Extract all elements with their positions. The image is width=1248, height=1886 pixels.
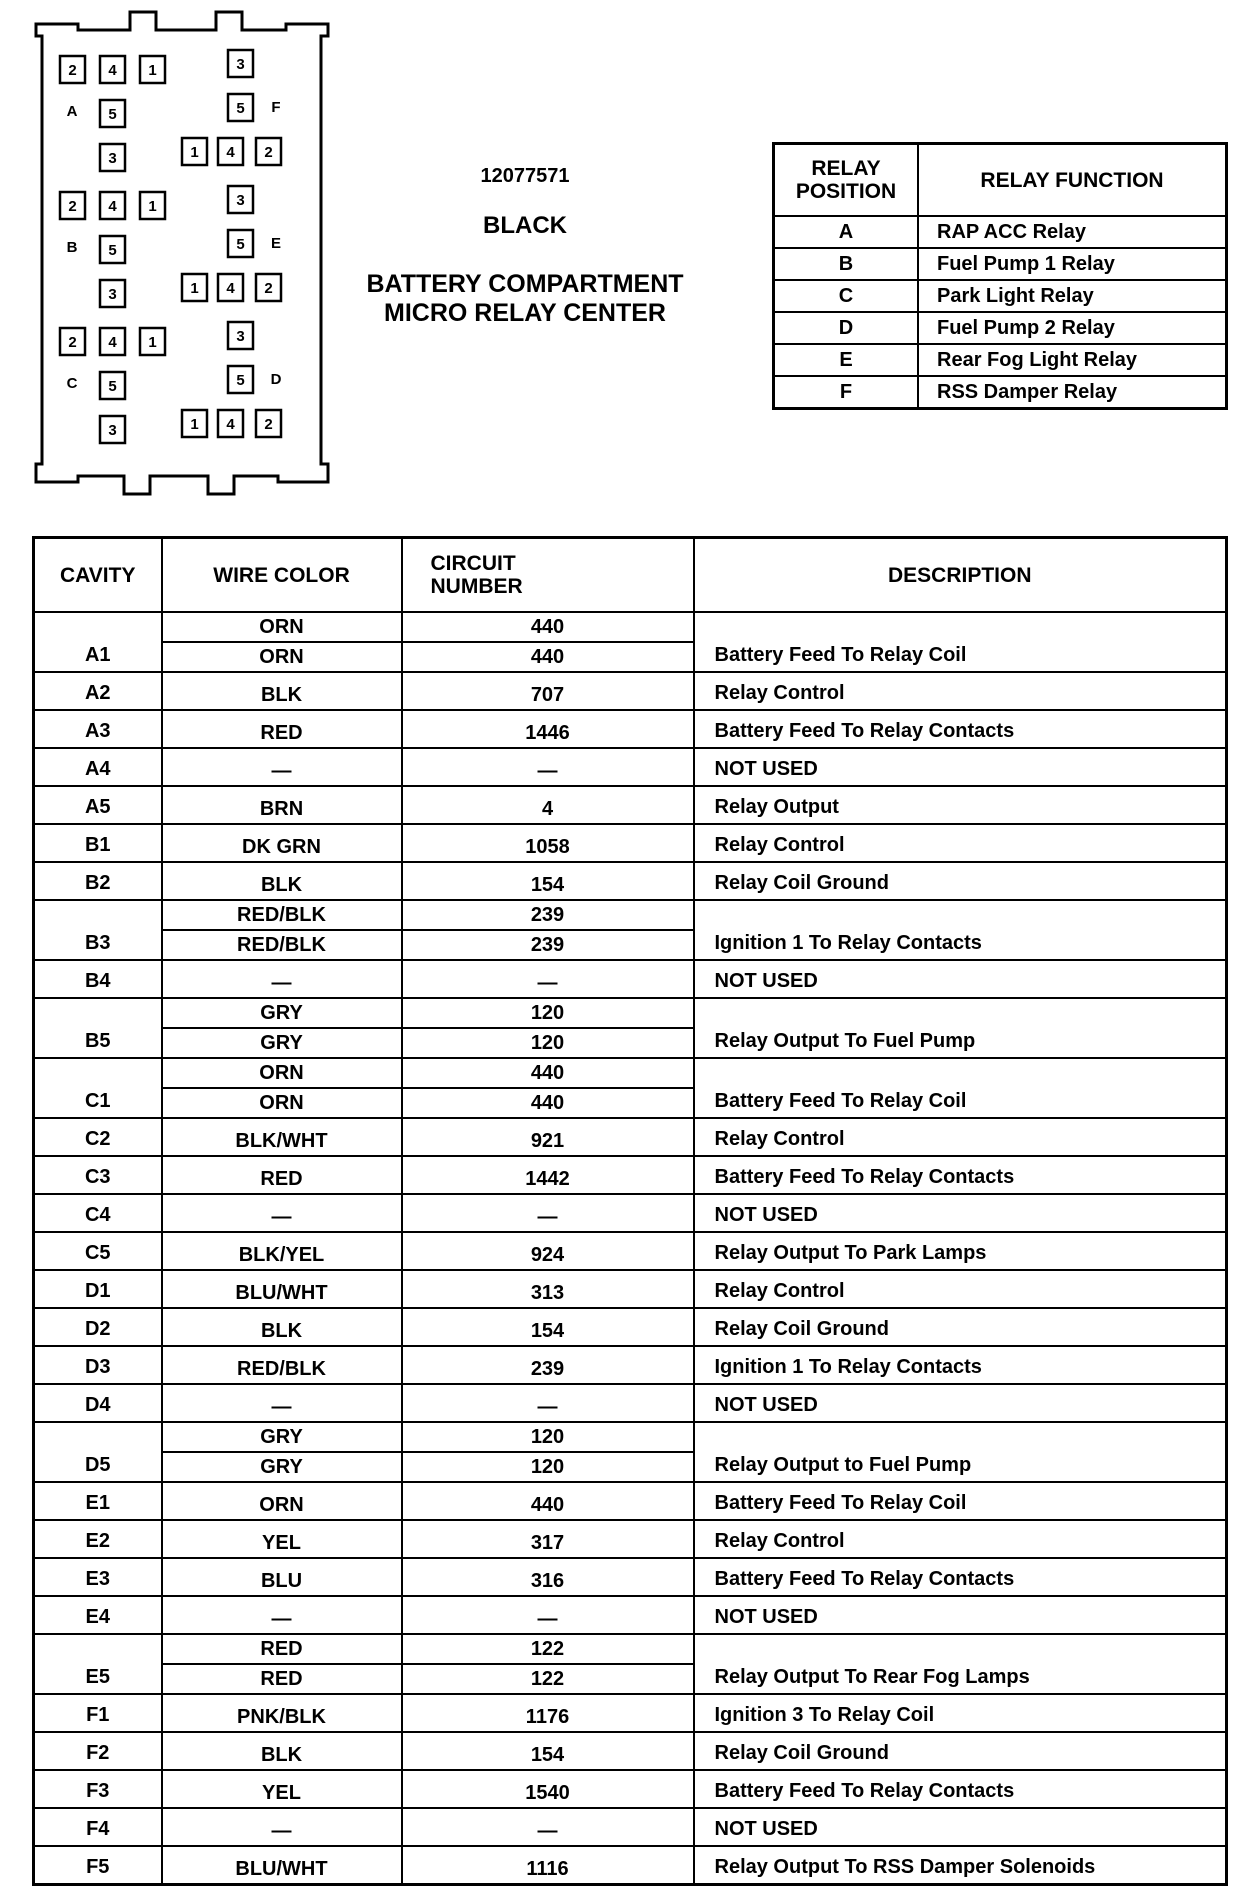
wire-color-cell xyxy=(162,1156,402,1194)
cavity-description: Relay Output To Rear Fog Lamps xyxy=(694,1634,1227,1694)
wire-color-cell xyxy=(162,1520,402,1558)
cavity-description: NOT USED xyxy=(694,748,1227,786)
circuit-number-cell xyxy=(402,1482,694,1520)
cavity-row xyxy=(34,672,1227,710)
cavity-description: Battery Feed To Relay Coil xyxy=(694,1058,1227,1118)
circuit-number: — xyxy=(537,760,558,782)
wire-color-cell xyxy=(162,1808,402,1846)
circuit-number: 154 xyxy=(530,1744,565,1766)
cavity-description: Relay Coil Ground xyxy=(694,862,1227,900)
relay-row xyxy=(774,312,1227,344)
wire-color: GRY xyxy=(163,1451,401,1481)
wire-color: ORN xyxy=(259,616,304,638)
circuit-number-cell xyxy=(402,786,694,824)
terminal-label: 5 xyxy=(236,372,245,389)
cavity-id: A3 xyxy=(34,710,162,748)
terminal-label: 1 xyxy=(148,198,157,215)
cavity-row xyxy=(34,1694,1227,1732)
circuit-number-cell xyxy=(402,824,694,862)
cavity-id: C4 xyxy=(34,1194,162,1232)
cavity-id: C5 xyxy=(34,1232,162,1270)
terminal-label: 4 xyxy=(108,334,117,351)
cavity-id: E1 xyxy=(34,1482,162,1520)
cavity-id: A4 xyxy=(34,748,162,786)
circuit-number: 921 xyxy=(530,1130,565,1152)
circuit-number-cell xyxy=(402,1384,694,1422)
cavity-id: A5 xyxy=(34,786,162,824)
relay-row xyxy=(774,280,1227,312)
relay-position: A xyxy=(774,216,919,248)
cavity-row xyxy=(34,1156,1227,1194)
wire-color: PNK/BLK xyxy=(237,1706,326,1728)
cavity-id: A2 xyxy=(34,672,162,710)
relay-function-header: RELAY FUNCTION xyxy=(918,144,1227,217)
circuit-number-cell xyxy=(402,672,694,710)
circuit-number: — xyxy=(537,972,558,994)
circuit-number: — xyxy=(537,1608,558,1630)
relay-position-table xyxy=(772,142,1228,410)
cavity-id: E3 xyxy=(34,1558,162,1596)
wire-color: DK GRN xyxy=(242,836,321,858)
cavity-row xyxy=(34,1482,1227,1520)
relay-function: RAP ACC Relay xyxy=(918,216,1227,248)
cavity-row xyxy=(34,960,1227,998)
circuit-number-cell xyxy=(402,1270,694,1308)
cavity-id: B4 xyxy=(34,960,162,998)
cavity-id: E5 xyxy=(34,1634,162,1694)
cavity-id: D1 xyxy=(34,1270,162,1308)
cavity-row xyxy=(34,1194,1227,1232)
relay-function: Fuel Pump 2 Relay xyxy=(918,312,1227,344)
cavity-row xyxy=(34,1596,1227,1634)
circuit-number-cell xyxy=(402,960,694,998)
cavity-description: Relay Control xyxy=(694,824,1227,862)
circuit-number-cell xyxy=(402,710,694,748)
circuit-number: 317 xyxy=(530,1532,565,1554)
circuit-number: 154 xyxy=(530,1320,565,1342)
circuit-number-cell xyxy=(402,1770,694,1808)
cavity-description: Ignition 1 To Relay Contacts xyxy=(694,900,1227,960)
circuit-number: 440 xyxy=(403,1087,693,1117)
wire-color-cell xyxy=(162,1194,402,1232)
wire-color: — xyxy=(271,760,292,782)
cavity-description: NOT USED xyxy=(694,1384,1227,1422)
circuit-number-cell xyxy=(402,1194,694,1232)
wire-color: — xyxy=(271,1608,292,1630)
circuit-number-cell xyxy=(402,612,694,672)
cavity-id: B5 xyxy=(34,998,162,1058)
terminal-label: 4 xyxy=(226,416,235,433)
wire-color: BLK xyxy=(260,684,303,706)
terminal-label: 3 xyxy=(108,286,117,303)
wire-color: BRN xyxy=(259,798,304,820)
cavity-id: D3 xyxy=(34,1346,162,1384)
cavity-description: Battery Feed To Relay Coil xyxy=(694,612,1227,672)
cavity-row xyxy=(34,1118,1227,1156)
cavity-row xyxy=(34,1308,1227,1346)
terminal-label: 2 xyxy=(264,280,273,297)
circuit-number: 1116 xyxy=(526,1858,569,1880)
cavity-row xyxy=(34,1634,1227,1694)
circuit-number-cell xyxy=(402,1520,694,1558)
circuit-number-cell xyxy=(402,862,694,900)
wire-color: RED xyxy=(260,1638,303,1660)
cavity-row xyxy=(34,1346,1227,1384)
cavity-description: NOT USED xyxy=(694,960,1227,998)
wire-color: BLU xyxy=(260,1570,303,1592)
wire-color-header: WIRE COLOR xyxy=(162,538,402,613)
cavity-description: Ignition 3 To Relay Coil xyxy=(694,1694,1227,1732)
wire-color: GRY xyxy=(260,1002,303,1024)
terminal-label: 4 xyxy=(108,198,117,215)
circuit-number-cell xyxy=(402,998,694,1058)
cavity-description: Relay Output to Fuel Pump xyxy=(694,1422,1227,1482)
wire-color: BLU/WHT xyxy=(235,1858,328,1880)
connector-color: BLACK xyxy=(483,212,567,239)
cavity-id: F3 xyxy=(34,1770,162,1808)
cavity-row xyxy=(34,1520,1227,1558)
circuit-number: — xyxy=(537,1820,558,1842)
wire-color: BLK xyxy=(260,874,303,896)
cavity-id: C1 xyxy=(34,1058,162,1118)
circuit-number: 440 xyxy=(530,1062,565,1084)
cavity-id: F1 xyxy=(34,1694,162,1732)
wire-color: BLK/WHT xyxy=(235,1130,328,1152)
terminal-label: 2 xyxy=(68,62,77,79)
relay-function: RSS Damper Relay xyxy=(918,376,1227,409)
cavity-description: Relay Coil Ground xyxy=(694,1732,1227,1770)
terminal-label: 2 xyxy=(68,198,77,215)
cavity-row xyxy=(34,862,1227,900)
cavity-row xyxy=(34,1058,1227,1118)
circuit-number-cell xyxy=(402,1156,694,1194)
wire-color-cell xyxy=(162,960,402,998)
wire-color-cell xyxy=(162,786,402,824)
terminal-label: 1 xyxy=(190,416,199,433)
terminal-label: 3 xyxy=(236,328,245,345)
terminal-label: 3 xyxy=(108,422,117,439)
cavity-description: Relay Output To RSS Damper Solenoids xyxy=(694,1846,1227,1885)
relay-position: D xyxy=(774,312,919,344)
wire-color: — xyxy=(271,1206,292,1228)
relay-function: Fuel Pump 1 Relay xyxy=(918,248,1227,280)
cavity-row xyxy=(34,1770,1227,1808)
terminal-label: 5 xyxy=(108,378,117,395)
relay-row xyxy=(774,216,1227,248)
circuit-number-cell xyxy=(402,1732,694,1770)
cavity-id: B3 xyxy=(34,900,162,960)
cavity-description: NOT USED xyxy=(694,1808,1227,1846)
cavity-row xyxy=(34,1270,1227,1308)
terminal-label: 5 xyxy=(236,236,245,253)
circuit-number: 4 xyxy=(541,798,554,820)
wire-color: RED/BLK xyxy=(163,929,401,959)
cavity-id: E2 xyxy=(34,1520,162,1558)
circuit-number: 924 xyxy=(530,1244,565,1266)
wire-color-cell xyxy=(162,1596,402,1634)
circuit-number-cell xyxy=(402,1308,694,1346)
wire-color-cell xyxy=(162,1770,402,1808)
cavity-row xyxy=(34,998,1227,1058)
cavity-row xyxy=(34,748,1227,786)
cavity-description: Battery Feed To Relay Contacts xyxy=(694,710,1227,748)
relay-position-label: A xyxy=(66,103,78,120)
cavity-description: Battery Feed To Relay Contacts xyxy=(694,1558,1227,1596)
circuit-number-cell xyxy=(402,1058,694,1118)
wire-color-cell xyxy=(162,748,402,786)
wire-color-cell xyxy=(162,1058,402,1118)
cavity-description: Relay Output To Fuel Pump xyxy=(694,998,1227,1058)
circuit-number: 440 xyxy=(530,616,565,638)
circuit-number: 120 xyxy=(403,1027,693,1057)
circuit-number: 440 xyxy=(403,641,693,671)
wire-color: — xyxy=(271,1820,292,1842)
cavity-description: Relay Output xyxy=(694,786,1227,824)
cavity-row xyxy=(34,1808,1227,1846)
cavity-id: D4 xyxy=(34,1384,162,1422)
cavity-description: Relay Coil Ground xyxy=(694,1308,1227,1346)
cavity-row xyxy=(34,1422,1227,1482)
circuit-number: — xyxy=(537,1396,558,1418)
terminal-label: 5 xyxy=(108,106,117,123)
circuit-number: — xyxy=(537,1206,558,1228)
wire-color-cell xyxy=(162,824,402,862)
wire-color: YEL xyxy=(262,1782,301,1804)
cavity-row xyxy=(34,710,1227,748)
wire-color-cell xyxy=(162,1118,402,1156)
cavity-description: Relay Control xyxy=(694,1520,1227,1558)
cavity-id: F2 xyxy=(34,1732,162,1770)
wire-color: RED/BLK xyxy=(237,1358,326,1380)
cavity-id: D5 xyxy=(34,1422,162,1482)
terminal-label: 1 xyxy=(148,334,157,351)
wire-color-cell xyxy=(162,710,402,748)
terminal-label: 2 xyxy=(264,144,273,161)
terminal-label: 4 xyxy=(108,62,117,79)
cavity-id: F5 xyxy=(34,1846,162,1885)
cavity-row xyxy=(34,900,1227,960)
wire-color: GRY xyxy=(163,1027,401,1057)
wire-color-cell xyxy=(162,1346,402,1384)
relay-position: B xyxy=(774,248,919,280)
circuit-number: 120 xyxy=(403,1451,693,1481)
cavity-id: B1 xyxy=(34,824,162,862)
relay-function: Rear Fog Light Relay xyxy=(918,344,1227,376)
wire-color-cell xyxy=(162,1270,402,1308)
circuit-number: 1176 xyxy=(525,1706,570,1728)
wire-color: RED/BLK xyxy=(237,904,326,926)
relay-position-header: RELAY POSITION xyxy=(774,144,919,217)
wire-color: BLU/WHT xyxy=(235,1282,328,1304)
cavity-description: Relay Output To Park Lamps xyxy=(694,1232,1227,1270)
terminal-label: 5 xyxy=(108,242,117,259)
terminal-label: 1 xyxy=(148,62,157,79)
circuit-number: 120 xyxy=(530,1426,565,1448)
circuit-number-cell xyxy=(402,748,694,786)
circuit-number-cell xyxy=(402,1846,694,1885)
terminal-label: 3 xyxy=(108,150,117,167)
cavity-row xyxy=(34,1384,1227,1422)
cavity-table xyxy=(32,536,1228,1886)
cavity-row xyxy=(34,824,1227,862)
cavity-row xyxy=(34,786,1227,824)
cavity-id: C2 xyxy=(34,1118,162,1156)
wire-color-cell xyxy=(162,1232,402,1270)
wire-color: BLK xyxy=(260,1744,303,1766)
connector-face-diagram xyxy=(28,4,338,504)
cavity-description: NOT USED xyxy=(694,1194,1227,1232)
cavity-id: D2 xyxy=(34,1308,162,1346)
wire-color-cell xyxy=(162,672,402,710)
terminal-label: 1 xyxy=(190,280,199,297)
wire-color: ORN xyxy=(163,1087,401,1117)
cavity-description: Battery Feed To Relay Contacts xyxy=(694,1770,1227,1808)
circuit-number-cell xyxy=(402,1118,694,1156)
terminal-label: 3 xyxy=(236,192,245,209)
wire-color-cell xyxy=(162,612,402,672)
wire-color: ORN xyxy=(259,1494,304,1516)
wire-color-cell xyxy=(162,1308,402,1346)
relay-position-label: C xyxy=(66,375,78,392)
circuit-number: 707 xyxy=(530,684,565,706)
wire-color-cell xyxy=(162,1732,402,1770)
circuit-number: 120 xyxy=(530,1002,565,1024)
relay-row xyxy=(774,248,1227,280)
relay-position: E xyxy=(774,344,919,376)
wire-color: ORN xyxy=(259,1062,304,1084)
cavity-table-header xyxy=(34,538,1227,613)
cavity-id: C3 xyxy=(34,1156,162,1194)
cavity-description: Battery Feed To Relay Coil xyxy=(694,1482,1227,1520)
circuit-number-cell xyxy=(402,1808,694,1846)
circuit-number-cell xyxy=(402,1422,694,1482)
cavity-row xyxy=(34,1732,1227,1770)
circuit-number: 239 xyxy=(530,1358,565,1380)
cavity-id: B2 xyxy=(34,862,162,900)
terminal-label: 4 xyxy=(226,280,235,297)
description-header: DESCRIPTION xyxy=(694,538,1227,613)
cavity-row xyxy=(34,612,1227,672)
part-number: 12077571 xyxy=(480,165,570,187)
terminal-label: 2 xyxy=(264,416,273,433)
wire-color: — xyxy=(271,1396,292,1418)
cavity-description: Ignition 1 To Relay Contacts xyxy=(694,1346,1227,1384)
relay-table-header xyxy=(774,144,1227,217)
relay-row xyxy=(774,376,1227,409)
circuit-number-cell xyxy=(402,1346,694,1384)
terminal-label: 2 xyxy=(68,334,77,351)
cavity-description: Relay Control xyxy=(694,1270,1227,1308)
terminal-label: 3 xyxy=(236,56,245,73)
wire-color: RED xyxy=(260,722,303,744)
circuit-number: 1446 xyxy=(525,722,570,744)
cavity-description: NOT USED xyxy=(694,1596,1227,1634)
circuit-number: 239 xyxy=(530,904,565,926)
circuit-number: 1540 xyxy=(525,1782,570,1804)
circuit-number: 239 xyxy=(403,929,693,959)
relay-position: F xyxy=(774,376,919,409)
relay-function: Park Light Relay xyxy=(918,280,1227,312)
cavity-row xyxy=(34,1558,1227,1596)
connector-name: BATTERY COMPARTMENT MICRO RELAY CENTER xyxy=(366,270,684,327)
wire-color: — xyxy=(271,972,292,994)
cavity-id: F4 xyxy=(34,1808,162,1846)
cavity-id: E4 xyxy=(34,1596,162,1634)
circuit-number: 122 xyxy=(530,1638,565,1660)
circuit-number-cell xyxy=(402,1596,694,1634)
wire-color-cell xyxy=(162,862,402,900)
circuit-number-cell xyxy=(402,1232,694,1270)
terminal-label: 5 xyxy=(236,100,245,117)
wire-color-cell xyxy=(162,1846,402,1885)
circuit-number: 122 xyxy=(403,1663,693,1693)
circuit-number-cell xyxy=(402,1694,694,1732)
circuit-number: 313 xyxy=(530,1282,565,1304)
wire-color: BLK xyxy=(260,1320,303,1342)
wire-color-cell xyxy=(162,1384,402,1422)
wire-color-cell xyxy=(162,900,402,960)
circuit-number: 1058 xyxy=(525,836,570,858)
circuit-number: 154 xyxy=(530,874,565,896)
relay-position-label: B xyxy=(66,239,78,256)
cavity-description: Relay Control xyxy=(694,672,1227,710)
relay-row xyxy=(774,344,1227,376)
wire-color: YEL xyxy=(262,1532,301,1554)
wire-color: RED xyxy=(163,1663,401,1693)
wire-color-cell xyxy=(162,1422,402,1482)
cavity-header: CAVITY xyxy=(34,538,162,613)
wire-color: BLK/YEL xyxy=(238,1244,325,1266)
wire-color-cell xyxy=(162,1634,402,1694)
wire-color-cell xyxy=(162,1558,402,1596)
cavity-id: A1 xyxy=(34,612,162,672)
circuit-number-cell xyxy=(402,1558,694,1596)
cavity-description: Relay Control xyxy=(694,1118,1227,1156)
terminal-label: 4 xyxy=(226,144,235,161)
relay-position: C xyxy=(774,280,919,312)
wire-color-cell xyxy=(162,1694,402,1732)
wire-color: GRY xyxy=(260,1426,303,1448)
circuit-number-header: CIRCUIT NUMBER xyxy=(402,538,694,613)
wire-color: RED xyxy=(260,1168,303,1190)
circuit-number-cell xyxy=(402,900,694,960)
circuit-number: 1442 xyxy=(525,1168,570,1190)
relay-position-label: F xyxy=(271,99,281,116)
terminal-label: 1 xyxy=(190,144,199,161)
cavity-row xyxy=(34,1232,1227,1270)
circuit-number: 316 xyxy=(530,1570,565,1592)
relay-position-label: D xyxy=(270,371,282,388)
circuit-number: 440 xyxy=(530,1494,565,1516)
connector-title-block xyxy=(340,165,710,328)
cavity-row xyxy=(34,1846,1227,1885)
cavity-description: Battery Feed To Relay Contacts xyxy=(694,1156,1227,1194)
wire-color: ORN xyxy=(163,641,401,671)
wire-color-cell xyxy=(162,998,402,1058)
wire-color-cell xyxy=(162,1482,402,1520)
relay-position-label: E xyxy=(270,235,282,252)
circuit-number-cell xyxy=(402,1634,694,1694)
